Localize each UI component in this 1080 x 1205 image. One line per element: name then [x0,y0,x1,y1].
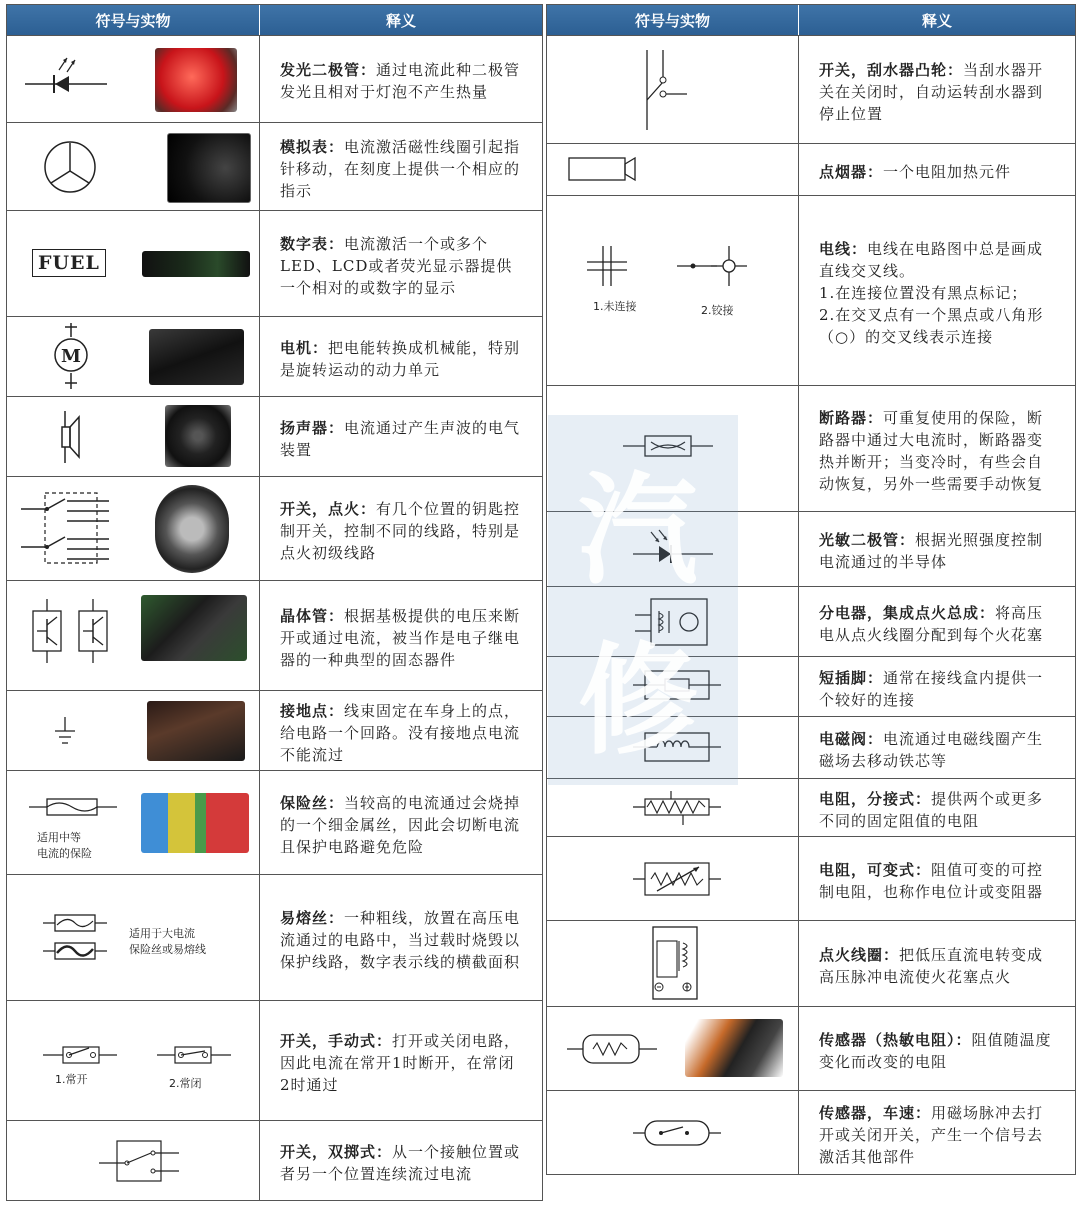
item-title: 发光二极管： [280,61,377,79]
item-description: 有几个位置的钥匙控制开关，控制不同的线路，特别是点火初级线路 [280,499,521,562]
header-meaning: 释义 [921,11,952,30]
table-row [7,1000,542,1120]
item-description: 电线在电路图中总是画成直线交叉线。 [819,239,1044,280]
speed-sensor-icon [547,1091,799,1175]
table-row [7,122,542,210]
thermistor-photo [685,1019,783,1077]
table-row [7,1120,542,1200]
item-title: 电机： [280,338,329,357]
item-description: 电流激活一个或多个LED、LCD或者荧光显示器提供一个相对的或数字的显示 [280,234,513,297]
ignition-coil-icon [547,921,799,1007]
left-table [6,4,543,1201]
manual-switch-label-closed: 2.常闭 [169,1077,202,1090]
fusible-link-label-line2: 保险丝或易熔线 [129,943,206,956]
item-title: 点烟器： [819,162,884,181]
item-description: 一种粗线，放置在高压电流通过的电路中，当过载时烧毁以保护线路，数字表示线的横截面积 [280,908,521,971]
table-row [7,770,542,874]
table-row [7,396,542,476]
item-title: 开关，双掷式： [280,1142,393,1161]
item-title: 扬声器： [280,418,345,437]
item-description: 电流通过产生声波的电气装置 [280,418,521,459]
analog-meter-photo [167,133,251,203]
item-title: 晶体管： [280,606,345,625]
item-title: 开关，点火： [280,499,377,518]
item-description: 阻值可变的可控制电阻，也称作电位计或变阻器 [819,860,1044,901]
wire-crossing-icon [547,196,799,386]
table-row [7,874,542,1000]
table-row [7,476,542,580]
table-row [547,195,1075,385]
wire-label-unconnected: 1.未连接 [593,300,637,313]
variable-resistor-icon [547,837,799,921]
item-description: 当刮水器开关在关闭时，自动运转刮水器到停止位置 [819,60,1044,123]
item-description: 通过电流此种二极管发光且相对于灯泡不产生热量 [280,61,521,101]
table-row [547,920,1075,1006]
watermark [548,415,738,785]
item-description: 从一个接触位置或者另一个位置连续流过电流 [280,1142,521,1183]
table-row [547,35,1075,143]
item-description: 把低压直流电转变成高压脉冲电流使火花塞点火 [819,945,1044,986]
item-title: 电阻，分接式： [819,789,932,808]
motor-photo [149,329,244,385]
digital-meter-photo [142,251,250,277]
header-meaning: 释义 [385,11,416,30]
table-header [7,5,542,35]
tapped-resistor-icon [547,779,799,837]
led-symbol-cell [7,36,260,122]
motor-symbol-letter: M [61,346,81,367]
item-title: 开关，刮水器凸轮： [819,60,964,79]
item-title: 传感器，车速： [819,1103,932,1122]
item-description: 把电能转换成机械能，特别是旋转运动的动力单元 [280,338,521,379]
item-title: 断路器： [819,408,884,427]
item-title: 光敏二极管： [819,531,916,549]
header-symbol: 符号与实物 [547,5,799,35]
item-title: 电阻，可变式： [819,860,932,879]
item-title: 模拟表： [280,137,345,156]
fuse-photo [141,793,249,853]
item-title: 短插脚： [819,668,884,687]
item-description: 根据基极提供的电压来断开或通过电流，被当作是电子继电器的一种典型的固态器件 [280,606,521,669]
item-description: 1.在连接位置没有黑点标记； [819,283,1028,302]
ignition-switch-photo [155,485,229,573]
item-description: 可重复使用的保险，断路器中通过大电流时，断路器变热并断开；当变冷时，有些会自动恢复，另外一些需要手动恢复 [819,408,1044,493]
table-row [7,690,542,770]
table-row [547,1006,1075,1090]
item-title: 接地点： [280,701,345,720]
item-description: 线束固定在车身上的点，给电路一个回路。没有接地点电流不能流过 [280,701,521,764]
speaker-photo [165,405,231,467]
item-description: 电流通过电磁线圈产生磁场去移动铁芯等 [819,729,1044,770]
item-title: 数字表： [280,234,345,253]
cigar-lighter-icon [547,144,799,196]
table-row [7,316,542,396]
item-title: 电磁阀： [819,729,884,748]
item-title: 点火线圈： [819,945,900,964]
item-description: 将高压电从点火线圈分配到每个火花塞 [819,603,1044,644]
table-row [7,35,542,122]
table-header [547,5,1075,35]
item-description: 提供两个或更多不同的固定阻值的电阻 [819,789,1044,830]
fuel-display-symbol: FUEL [32,249,106,277]
table-row [547,778,1075,836]
item-description: 电流激活磁性线圈引起指针移动，在刻度上提供一个相应的指示 [280,137,521,200]
item-description: 通常在接线盒内提供一个较好的连接 [819,668,1044,709]
item-description: 用磁场脉冲去打开或关闭开关，产生一个信号去激活其他部件 [819,1103,1044,1166]
watermark-char: 修 [578,632,698,771]
table-row [7,580,542,690]
table-row [547,836,1075,920]
fusible-link-label-line1: 适用于大电流 [129,927,195,940]
item-title: 传感器（热敏电阻）： [819,1030,972,1049]
item-title: 保险丝： [280,793,345,812]
wiper-cam-switch-icon [547,36,799,144]
header-symbol: 符号与实物 [7,5,260,35]
watermark-char: 汽 [578,462,698,601]
transistor-photo [141,595,247,661]
item-description: 一个电阻加热元件 [883,162,1012,181]
fuse-label-line2: 电流的保险 [37,847,92,860]
item-description: 根据光照强度控制电流通过的半导体 [819,531,1044,571]
manual-switch-label-open: 1.常开 [55,1073,88,1086]
table-row [547,143,1075,195]
item-description: 打开或关闭电路，因此电流在常开1时断开，在常闭2时通过 [280,1031,521,1094]
item-title: 分电器，集成点火总成： [819,603,996,622]
double-throw-switch-icon [7,1121,260,1201]
item-title: 易熔丝： [280,908,345,927]
table-row [547,1090,1075,1174]
item-title: 开关，手动式： [280,1031,393,1050]
item-description: 阻值随温度变化而改变的电阻 [819,1030,1052,1071]
ground-photo [147,701,245,761]
table-row [7,210,542,316]
item-description: 当较高的电流通过会烧掉的一个细金属丝，因此会切断电流且保护电路避免危险 [280,793,521,856]
manual-switch-icon [7,1001,260,1121]
fuse-label-line1: 适用中等 [37,831,81,844]
item-description: 2.在交叉点有一个黑点或八角形（○）的交叉线表示连接 [819,305,1044,346]
led-photo [155,48,237,112]
item-title: 电线： [819,239,868,258]
wire-label-spliced: 2.铰接 [701,304,734,317]
